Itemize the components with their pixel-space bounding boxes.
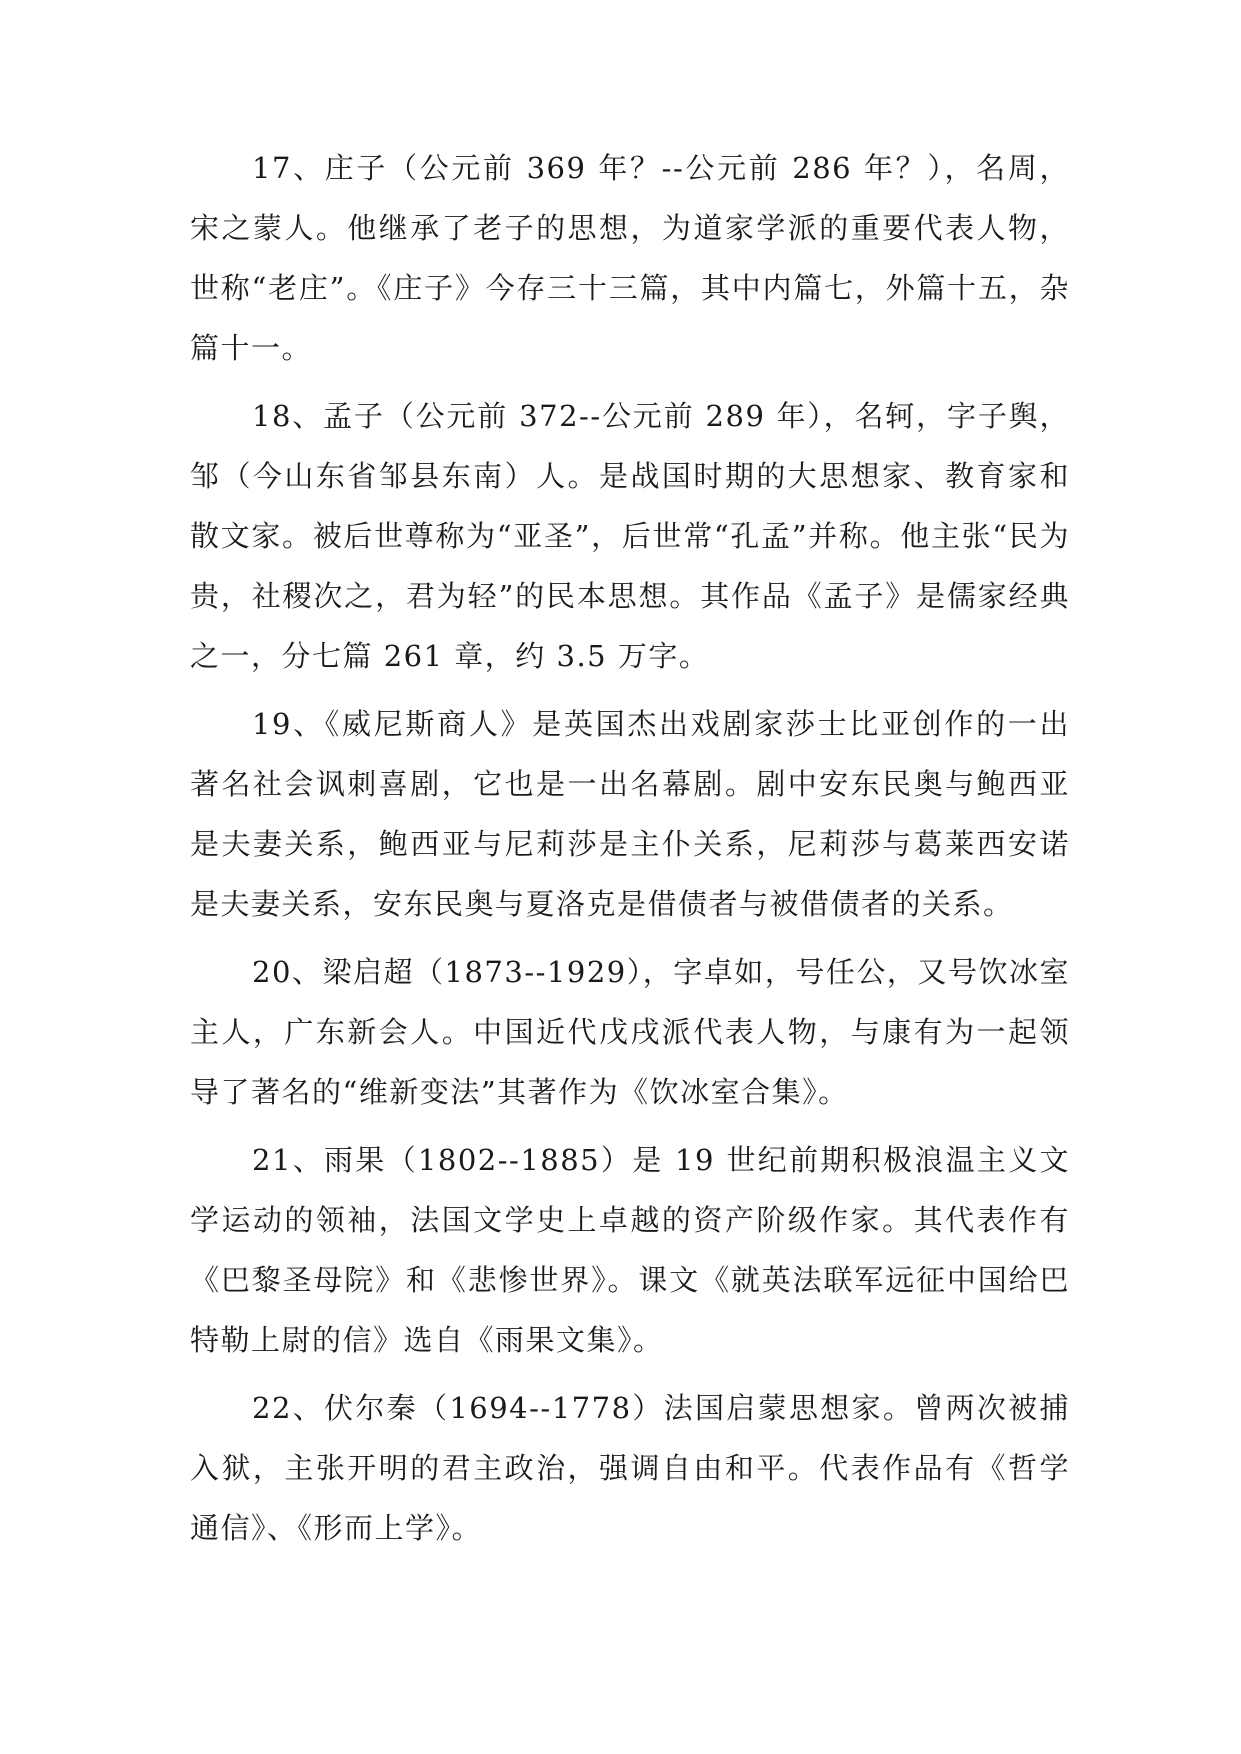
paragraph-mengzi: 18、孟子（公元前 372--公元前 289 年），名轲，字子舆，邹（今山东省邹县东南）人。是战国时期的大思想家、教育家和散文家。被后世尊称为“亚圣”，后世常“孔孟”并称。他主张“民为贵，社稷次之，君为轻”的民本思想。其作品《孟子》是儒家经典之一，分七篇 261 章，约 3.5 万字。 [190, 399, 1070, 673]
paragraph-voltaire: 22、伏尔秦（1694--1778）法国启蒙思想家。曾两次被捕入狱，主张开明的君主政治，强调自由和平。代表作品有《哲学通信》、《形而上学》。 [190, 1391, 1070, 1545]
paragraph-hugo: 21、雨果（1802--1885）是 19 世纪前期积极浪温主义文学运动的领袖，法国文学史上卓越的资产阶级作家。其代表作有《巴黎圣母院》和《悲惨世界》。课文《就英法联军远征中国给巴特勒上尉的信》选自《雨果文集》。 [190, 1143, 1070, 1357]
paragraph-liang-qichao: 20、梁启超（1873--1929），字卓如，号任公，又号饮冰室主人，广东新会人。中国近代戊戌派代表人物，与康有为一起领导了著名的“维新变法”其著作为《饮冰室合集》。 [190, 955, 1070, 1109]
paragraph-zhuangzi: 17、庄子（公元前 369 年？--公元前 286 年？），名周，宋之蒙人。他继承了老子的思想，为道家学派的重要代表人物，世称“老庄”。《庄子》今存三十三篇，其中内篇七，外篇十五，杂篇十一。 [190, 151, 1070, 365]
paragraph-merchant-of-venice: 19、《威尼斯商人》是英国杰出戏剧家莎士比亚创作的一出著名社会讽刺喜剧，它也是一出名幕剧。剧中安东民奥与鲍西亚是夫妻关系，鲍西亚与尼莉莎是主仆关系，尼莉莎与葛莱西安诺是夫妻关系，安东民奥与夏洛克是借债者与被借债者的关系。 [190, 707, 1070, 921]
document-page [190, 138, 1070, 1566]
